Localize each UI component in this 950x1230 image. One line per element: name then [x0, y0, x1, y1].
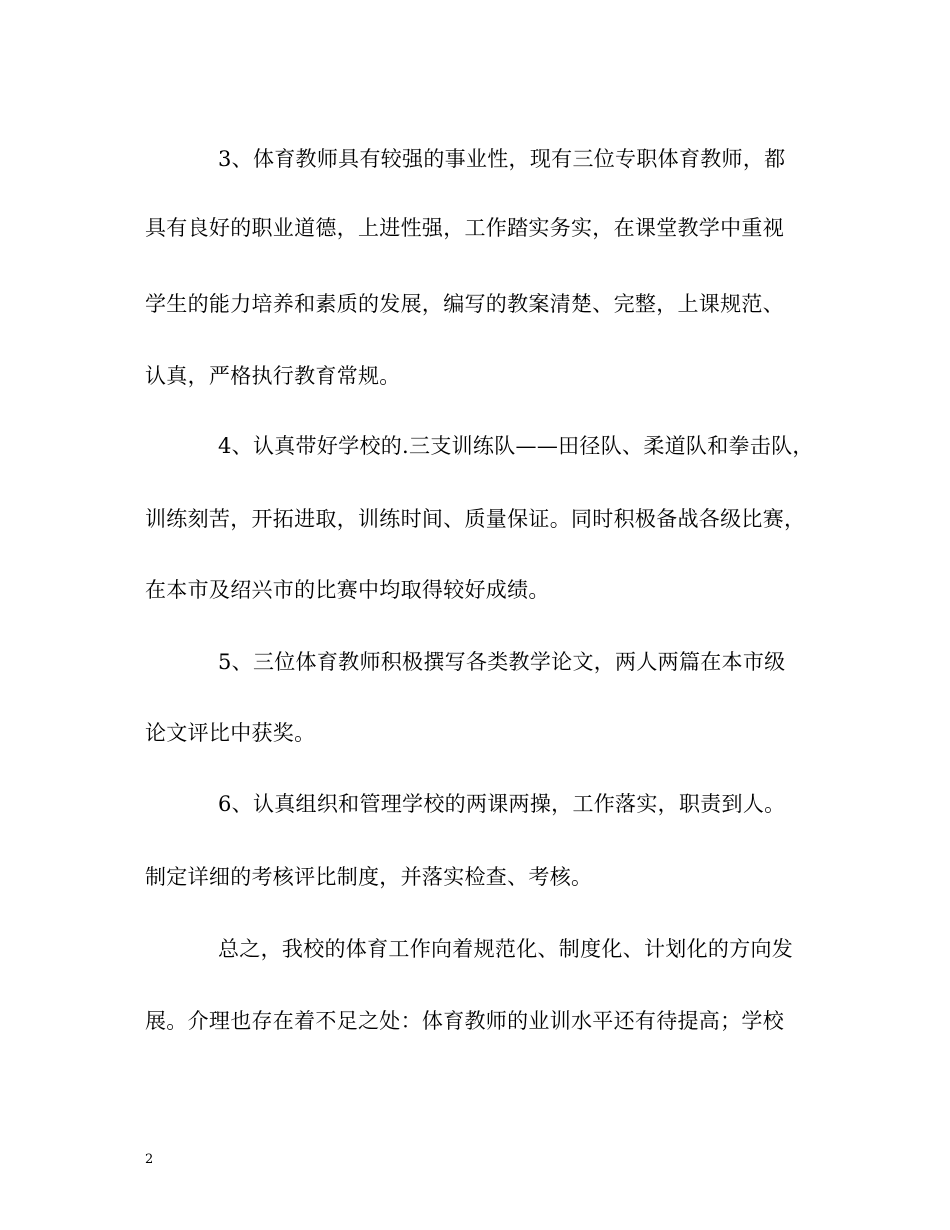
- paragraph-4-line-1: 4、认真带好学校的.三支训练队——田径队、柔道队和拳击队，: [218, 434, 814, 458]
- paragraph-4-line-2: 训练刻苦，开拓进取，训练时间、质量保证。同时积极备战各级比赛，: [145, 507, 806, 531]
- paragraph-3-line-2: 具有良好的职业道德，上进性强，工作踏实务实，在课堂教学中重视: [145, 216, 784, 240]
- summary-paragraph-line-1: 总之，我校的体育工作向着规范化、制度化、计划化的方向发: [218, 937, 794, 961]
- paragraph-5-line-2: 论文评比中获奖。: [145, 721, 316, 745]
- paragraph-5-line-1: 5、三位体育教师积极撰写各类教学论文，两人两篇在本市级: [218, 650, 786, 674]
- paragraph-3-line-4: 认真，严格执行教育常规。: [145, 364, 401, 388]
- page-number: 2: [145, 1152, 154, 1167]
- summary-paragraph-line-2: 展。介理也存在着不足之处：体育教师的业训水平还有待提高；学校: [145, 1009, 784, 1033]
- paragraph-3-line-3: 学生的能力培养和素质的发展，编写的教案清楚、完整，上课规范、: [145, 292, 784, 316]
- paragraph-3-line-1: 3、体育教师具有较强的事业性，现有三位专职体育教师，都: [218, 147, 786, 171]
- paragraph-6-line-2: 制定详细的考核评比制度，并落实检查、考核。: [145, 865, 593, 889]
- paragraph-4-line-3: 在本市及绍兴市的比赛中均取得较好成绩。: [145, 578, 550, 602]
- paragraph-6-line-1: 6、认真组织和管理学校的两课两操，工作落实，职责到人。: [218, 792, 786, 816]
